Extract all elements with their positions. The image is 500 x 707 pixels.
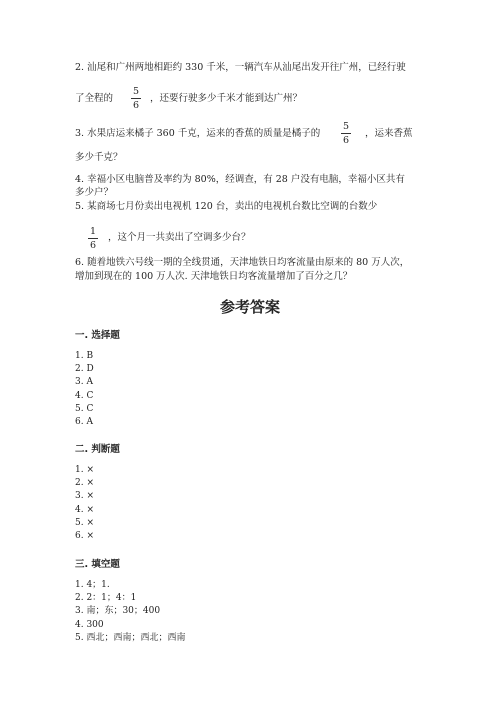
fraction-bar [131,98,141,99]
question-5-fraction [86,226,100,251]
answer-list-fill [75,579,185,645]
list-item: 5. 西北；西南；西北；西南 [75,632,186,643]
list-item: 3. A [75,377,93,388]
fraction-bar [88,238,98,239]
section-heading-choice: 一. 选择题 [75,330,120,341]
list-item: 6. × [75,531,94,542]
question-2-line2-prefix: 了全程的 [75,93,114,104]
list-item: 5. C [75,403,94,414]
list-item: 2. × [75,478,94,489]
question-5-line2: ，这个月一共卖出了空调多少台？ [108,232,251,243]
list-item: 3. 南；东；30；400 [75,606,161,617]
list-item: 3. × [75,491,94,502]
list-item: 4. C [75,390,94,401]
question-4-line1: 4. 幸福小区电脑普及率约为 80%，经调查，有 28 户没有电脑，幸福小区共有 [75,174,405,185]
list-item: 5. × [75,517,94,528]
question-3-line1-prefix: 3. 水果店运来橘子 360 千克，运来的香蕉的质量是橘子的 [75,128,321,139]
fraction-numerator: 5 [342,121,350,132]
list-item: 1. 4；1. [75,580,110,590]
question-3-line1-suffix: ，运来香蕉 [365,128,413,139]
answer-list-choice [75,350,94,429]
question-6-line2: 增加到现在的 100 万人次. 天津地铁日均客流量增加了百分之几？ [75,271,353,282]
list-item: 1. × [75,465,94,475]
list-item: 4. 300 [75,619,104,630]
list-item: 2. 2：1；4：1 [75,593,137,604]
list-item: 4. × [75,504,94,515]
fraction-numerator: 5 [132,86,140,97]
question-2-line1: 2. 汕尾和广州两地相距约 330 千米，一辆汽车从汕尾出发开往广州，已经行驶 [75,62,406,73]
fraction-numerator: 1 [89,226,97,237]
question-2-fraction [129,86,143,111]
answer-list-judge [75,464,94,543]
question-3-fraction [339,121,353,146]
question-5-line1: 5. 某商场七月份卖出电视机 120 台，卖出的电视机台数比空调的台数少 [75,201,378,212]
list-item: 6. A [75,417,93,428]
fraction-denominator: 6 [132,100,140,111]
section-heading-fill: 三. 填空题 [75,559,120,570]
list-item: 1. B [75,351,94,361]
question-6-line1: 6. 随着地铁六号线一期的全线贯通，天津地铁日均客流量由原来的 80 万人次， [75,257,410,268]
fraction-bar [341,133,351,134]
answers-title: 参考答案 [219,298,280,316]
section-heading-judge: 二. 判断题 [75,444,120,455]
question-2-line2-suffix: ，还要行驶多少千米才能到达广州？ [150,93,303,104]
fraction-denominator: 6 [342,135,350,146]
fraction-denominator: 6 [89,240,97,251]
question-3-line2: 多少千克？ [75,152,123,163]
question-4-line2: 多少户？ [75,187,114,198]
list-item: 2. D [75,364,94,375]
